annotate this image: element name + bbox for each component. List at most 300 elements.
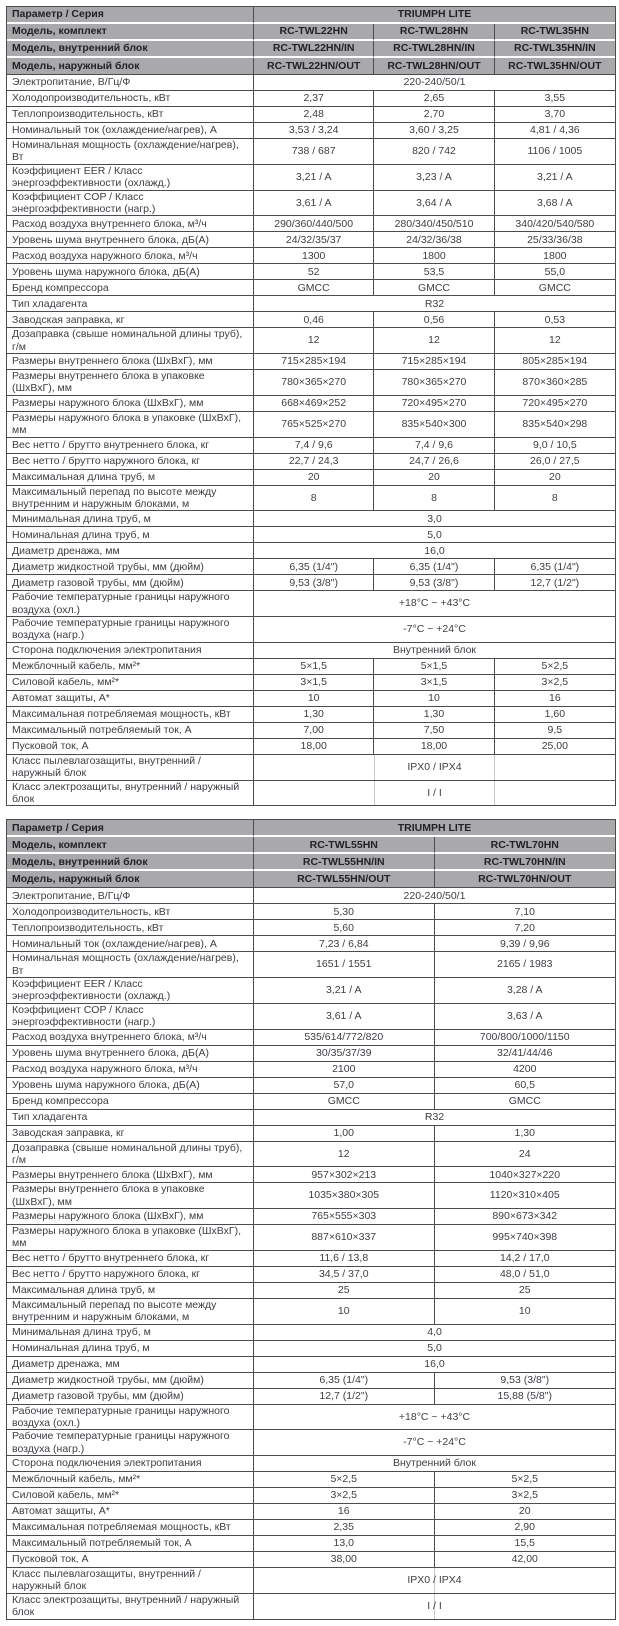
param-value: 48,0 / 51,0 xyxy=(435,1267,616,1283)
param-label: Расход воздуха внутреннего блока, м³/ч xyxy=(7,1030,254,1046)
param-value: 38,00 xyxy=(254,1552,435,1568)
spec-row xyxy=(7,1078,615,1094)
param-value: 12 xyxy=(495,328,615,354)
param-label: Вес нетто / брутто внутреннего блока, кг xyxy=(7,438,254,454)
param-value: 765×525×270 xyxy=(254,412,374,438)
spec-row xyxy=(7,575,615,591)
param-value: 13,0 xyxy=(254,1536,435,1552)
param-label: Класс электрозащиты, внутренний / наружный блок xyxy=(7,781,254,806)
param-value: 3×2,5 xyxy=(254,1488,435,1504)
param-value: Внутренний блок xyxy=(254,1456,615,1472)
param-value: 6,35 (1/4") xyxy=(254,1373,435,1389)
header-row-label: Модель, внутренний блок xyxy=(7,854,254,871)
param-value: 4,81 / 4,36 xyxy=(495,123,615,139)
param-value: 2,48 xyxy=(254,107,374,123)
param-value: 30/35/37/39 xyxy=(254,1046,435,1062)
param-value: 1300 xyxy=(254,248,374,264)
param-value: 8 xyxy=(374,486,494,512)
param-label: Номинальный ток (охлаждение/нагрев), А xyxy=(7,936,254,952)
model-name: RC-TWL70HN/IN xyxy=(435,854,616,871)
param-label: Размеры внутреннего блока в упаковке (ШхВхГ), мм xyxy=(7,370,254,396)
param-label: Бренд компрессора xyxy=(7,1094,254,1110)
spec-row xyxy=(7,1225,615,1251)
param-label: Рабочие температурные границы наружного воздуха (нагр.) xyxy=(7,1430,254,1456)
param-value: 7,20 xyxy=(435,920,616,936)
param-label: Холодопроизводительность, кВт xyxy=(7,904,254,920)
spec-row xyxy=(7,191,615,217)
param-value: 2165 / 1983 xyxy=(435,952,616,978)
spec-row xyxy=(7,216,615,232)
param-value: 3×2,5 xyxy=(435,1488,616,1504)
param-label: Класс электрозащиты, внутренний / наружный блок xyxy=(7,1594,254,1619)
param-value: 15,88 (5/8") xyxy=(435,1389,616,1405)
param-value: 6,35 (1/4") xyxy=(374,559,494,575)
param-label: Максимальная длина труб, м xyxy=(7,1283,254,1299)
param-value: 6,35 (1/4") xyxy=(254,559,374,575)
param-label: Номинальная длина труб, м xyxy=(7,1341,254,1357)
param-label: Электропитание, В/Гц/Ф xyxy=(7,75,254,91)
param-label: Размеры наружного блока (ШхВхГ), мм xyxy=(7,396,254,412)
param-value: 5×2,5 xyxy=(435,1472,616,1488)
spec-row xyxy=(7,1046,615,1062)
param-label: Рабочие температурные границы наружного воздуха (нагр.) xyxy=(7,617,254,643)
param-value: 7,4 / 9,6 xyxy=(374,438,494,454)
spec-row xyxy=(7,1142,615,1168)
param-value: 220-240/50/1 xyxy=(254,75,615,91)
param-value: 12,7 (1/2") xyxy=(254,1389,435,1405)
spec-row xyxy=(7,1094,615,1110)
param-label: Минимальная длина труб, м xyxy=(7,511,254,527)
param-value: 10 xyxy=(374,691,494,707)
spec-table-twl22-28-35 xyxy=(6,6,616,806)
param-label: Уровень шума внутреннего блока, дБ(А) xyxy=(7,232,254,248)
param-label: Диаметр жидкостной трубы, мм (дюйм) xyxy=(7,559,254,575)
param-value: 24/32/35/37 xyxy=(254,232,374,248)
spec-row xyxy=(7,1594,615,1619)
spec-tables-container xyxy=(6,6,614,1620)
param-label: Тип хладагента xyxy=(7,296,254,312)
spec-row xyxy=(7,1167,615,1183)
spec-row xyxy=(7,412,615,438)
param-label: Бренд компрессора xyxy=(7,280,254,296)
model-name: RC-TWL22HN/OUT xyxy=(254,58,374,75)
param-value: 20 xyxy=(254,470,374,486)
param-label: Диаметр дренажа, мм xyxy=(7,543,254,559)
param-value: 9,53 (3/8") xyxy=(374,575,494,591)
param-value: 5×2,5 xyxy=(495,659,615,675)
param-value: 835×540×298 xyxy=(495,412,615,438)
spec-row xyxy=(7,139,615,165)
spec-row xyxy=(7,1030,615,1046)
param-value: 3,55 xyxy=(495,91,615,107)
param-value: 3,61 / A xyxy=(254,1004,435,1030)
param-label: Максимальная потребляемая мощность, кВт xyxy=(7,707,254,723)
spec-row xyxy=(7,312,615,328)
param-value: 4,0 xyxy=(254,1325,615,1341)
spec-row xyxy=(7,591,615,617)
param-value: 1800 xyxy=(374,248,494,264)
param-label: Уровень шума внутреннего блока, дБ(А) xyxy=(7,1046,254,1062)
param-label: Размеры внутреннего блока (ШхВхГ), мм xyxy=(7,354,254,370)
param-value: 668×469×252 xyxy=(254,396,374,412)
spec-row xyxy=(7,1283,615,1299)
param-label: Размеры наружного блока (ШхВхГ), мм xyxy=(7,1209,254,1225)
spec-row xyxy=(7,396,615,412)
param-value: 10 xyxy=(435,1299,616,1325)
spec-row xyxy=(7,1357,615,1373)
param-label: Теплопроизводительность, кВт xyxy=(7,920,254,936)
param-label: Дозаправка (свыше номинальной длины труб), г/м xyxy=(7,1142,254,1168)
param-value: 3,21 / A xyxy=(495,165,615,191)
param-value: 24,7 / 26,6 xyxy=(374,454,494,470)
param-label: Коэффициент COP / Класс энергоэффективности (нагр.) xyxy=(7,191,254,217)
param-value: 1106 / 1005 xyxy=(495,139,615,165)
model-name: RC-TWL55HN/IN xyxy=(254,854,435,871)
param-value: 280/340/450/510 xyxy=(374,216,494,232)
spec-row xyxy=(7,1267,615,1283)
param-value: 16,0 xyxy=(254,1357,615,1373)
param-value: 12 xyxy=(254,1142,435,1168)
param-value: 22,7 / 24,3 xyxy=(254,454,374,470)
spec-row xyxy=(7,1389,615,1405)
param-value: 53,5 xyxy=(374,264,494,280)
param-value: IPX0 / IPX4 xyxy=(254,755,615,781)
header-row-label: Модель, наружный блок xyxy=(7,58,254,75)
spec-row xyxy=(7,1062,615,1078)
param-label: Холодопроизводительность, кВт xyxy=(7,91,254,107)
spec-row xyxy=(7,354,615,370)
param-value: 220-240/50/1 xyxy=(254,888,615,904)
param-value: 7,10 xyxy=(435,904,616,920)
param-value: 870×360×285 xyxy=(495,370,615,396)
param-value: 890×673×342 xyxy=(435,1209,616,1225)
param-value: R32 xyxy=(254,1110,615,1126)
spec-row xyxy=(7,739,615,755)
series-title: TRIUMPH LITE xyxy=(254,7,615,24)
param-label: Размеры наружного блока в упаковке (ШхВхГ), мм xyxy=(7,1225,254,1251)
param-label: Расход воздуха наружного блока, м³/ч xyxy=(7,248,254,264)
param-value: 25 xyxy=(254,1283,435,1299)
param-value: 7,4 / 9,6 xyxy=(254,438,374,454)
param-label: Силовой кабель, мм²* xyxy=(7,675,254,691)
param-value: 1,30 xyxy=(254,707,374,723)
series-title: TRIUMPH LITE xyxy=(254,820,615,837)
param-label: Вес нетто / брутто наружного блока, кг xyxy=(7,1267,254,1283)
model-name: RC-TWL28HN xyxy=(374,24,494,41)
model-name: RC-TWL35HN/OUT xyxy=(495,58,615,75)
param-value: 6,35 (1/4") xyxy=(495,559,615,575)
param-value: 57,0 xyxy=(254,1078,435,1094)
param-label: Тип хладагента xyxy=(7,1110,254,1126)
spec-row xyxy=(7,91,615,107)
param-label: Номинальная длина труб, м xyxy=(7,527,254,543)
header-row-label: Параметр / Серия xyxy=(7,820,254,837)
param-value: 535/614/772/820 xyxy=(254,1030,435,1046)
param-label: Сторона подключения электропитания xyxy=(7,1456,254,1472)
param-value: 3,63 / A xyxy=(435,1004,616,1030)
param-value: 820 / 742 xyxy=(374,139,494,165)
param-value: 18,00 xyxy=(254,739,374,755)
param-value: 290/360/440/500 xyxy=(254,216,374,232)
spec-row xyxy=(7,543,615,559)
param-value: 3,68 / A xyxy=(495,191,615,217)
header-row xyxy=(7,871,615,888)
param-label: Номинальная мощность (охлаждение/нагрев), Вт xyxy=(7,139,254,165)
param-value: 11,6 / 13,8 xyxy=(254,1251,435,1267)
spec-row xyxy=(7,904,615,920)
param-label: Теплопроизводительность, кВт xyxy=(7,107,254,123)
param-value: 7,50 xyxy=(374,723,494,739)
param-value: 720×495×270 xyxy=(495,396,615,412)
param-value: 55,0 xyxy=(495,264,615,280)
param-value: 7,00 xyxy=(254,723,374,739)
param-value: 2,70 xyxy=(374,107,494,123)
param-label: Автомат защиты, А* xyxy=(7,1504,254,1520)
param-value: 20 xyxy=(495,470,615,486)
param-label: Размеры наружного блока в упаковке (ШхВхГ), мм xyxy=(7,412,254,438)
spec-row xyxy=(7,107,615,123)
param-value: 340/420/540/580 xyxy=(495,216,615,232)
param-value: 5,0 xyxy=(254,527,615,543)
param-value: 25 xyxy=(435,1283,616,1299)
spec-row xyxy=(7,559,615,575)
param-value: 3,0 xyxy=(254,511,615,527)
param-value: 0,56 xyxy=(374,312,494,328)
param-label: Вес нетто / брутто наружного блока, кг xyxy=(7,454,254,470)
param-label: Диаметр дренажа, мм xyxy=(7,1357,254,1373)
param-value: 25/33/36/38 xyxy=(495,232,615,248)
param-label: Максимальный потребляемый ток, А xyxy=(7,723,254,739)
param-label: Электропитание, В/Гц/Ф xyxy=(7,888,254,904)
param-value: 24/32/36/38 xyxy=(374,232,494,248)
param-label: Максимальный перепад по высоте между внутренним и наружным блоками, м xyxy=(7,486,254,512)
spec-row xyxy=(7,707,615,723)
param-value: 1,00 xyxy=(254,1126,435,1142)
model-name: RC-TWL22HN/IN xyxy=(254,41,374,58)
spec-row xyxy=(7,952,615,978)
param-value: 25,00 xyxy=(495,739,615,755)
spec-row xyxy=(7,1405,615,1431)
spec-row xyxy=(7,1209,615,1225)
param-label: Коэффициент EER / Класс энергоэффективности (охлажд.) xyxy=(7,978,254,1004)
param-value: I / I xyxy=(254,1594,615,1619)
model-name: RC-TWL35HN xyxy=(495,24,615,41)
spec-row xyxy=(7,1325,615,1341)
header-row xyxy=(7,58,615,75)
spec-row xyxy=(7,723,615,739)
param-value: 9,39 / 9,96 xyxy=(435,936,616,952)
spec-row xyxy=(7,1552,615,1568)
param-label: Рабочие температурные границы наружного воздуха (охл.) xyxy=(7,1405,254,1431)
param-value: 5,60 xyxy=(254,920,435,936)
param-value: 9,0 / 10,5 xyxy=(495,438,615,454)
spec-row xyxy=(7,1373,615,1389)
param-value: 780×365×270 xyxy=(254,370,374,396)
param-label: Автомат защиты, А* xyxy=(7,691,254,707)
param-label: Заводская заправка, кг xyxy=(7,1126,254,1142)
param-value: 18,00 xyxy=(374,739,494,755)
spec-row xyxy=(7,1430,615,1456)
param-label: Диаметр жидкостной трубы, мм (дюйм) xyxy=(7,1373,254,1389)
spec-row xyxy=(7,1536,615,1552)
param-value: 5×2,5 xyxy=(254,1472,435,1488)
param-value: GMCC xyxy=(254,280,374,296)
spec-row xyxy=(7,755,615,781)
header-row-label: Модель, комплект xyxy=(7,24,254,41)
spec-row xyxy=(7,296,615,312)
spec-row xyxy=(7,659,615,675)
spec-row xyxy=(7,1488,615,1504)
header-row-label: Модель, наружный блок xyxy=(7,871,254,888)
param-value: 3×1,5 xyxy=(374,675,494,691)
model-name: RC-TWL28HN/OUT xyxy=(374,58,494,75)
spec-row xyxy=(7,1504,615,1520)
param-value: 5×1,5 xyxy=(374,659,494,675)
spec-row xyxy=(7,454,615,470)
param-value: -7°C ~ +24°C xyxy=(254,1430,615,1456)
param-value: 1035×380×305 xyxy=(254,1183,435,1209)
param-value: 887×610×337 xyxy=(254,1225,435,1251)
spec-row xyxy=(7,978,615,1004)
param-value: 10 xyxy=(254,691,374,707)
param-label: Межблочный кабель, мм²* xyxy=(7,1472,254,1488)
param-label: Дозаправка (свыше номинальной длины труб), г/м xyxy=(7,328,254,354)
header-row-label: Параметр / Серия xyxy=(7,7,254,24)
param-label: Уровень шума наружного блока, дБ(А) xyxy=(7,264,254,280)
param-label: Номинальный ток (охлаждение/нагрев), А xyxy=(7,123,254,139)
param-value: 3,53 / 3,24 xyxy=(254,123,374,139)
param-label: Расход воздуха наружного блока, м³/ч xyxy=(7,1062,254,1078)
param-label: Максимальный потребляемый ток, А xyxy=(7,1536,254,1552)
param-value: 957×302×213 xyxy=(254,1167,435,1183)
header-row xyxy=(7,854,615,871)
param-value: 32/41/44/46 xyxy=(435,1046,616,1062)
spec-row xyxy=(7,511,615,527)
param-value: 1040×327×220 xyxy=(435,1167,616,1183)
spec-row xyxy=(7,248,615,264)
param-value: 7,23 / 6,84 xyxy=(254,936,435,952)
param-value: 15,5 xyxy=(435,1536,616,1552)
spec-row xyxy=(7,165,615,191)
header-row-label: Модель, комплект xyxy=(7,837,254,854)
spec-row xyxy=(7,486,615,512)
param-label: Пусковой ток, А xyxy=(7,739,254,755)
param-value: 1651 / 1551 xyxy=(254,952,435,978)
param-value: IPX0 / IPX4 xyxy=(254,1568,615,1594)
model-name: RC-TWL22HN xyxy=(254,24,374,41)
param-label: Рабочие температурные границы наружного воздуха (охл.) xyxy=(7,591,254,617)
param-value: 1,60 xyxy=(495,707,615,723)
spec-row xyxy=(7,232,615,248)
param-label: Класс пылевлагозащиты, внутренний / наружный блок xyxy=(7,1568,254,1594)
param-value: 0,46 xyxy=(254,312,374,328)
param-value: 8 xyxy=(495,486,615,512)
param-value: 3×2,5 xyxy=(495,675,615,691)
param-value: +18°C ~ +43°C xyxy=(254,1405,615,1431)
param-value: 1120×310×405 xyxy=(435,1183,616,1209)
spec-row xyxy=(7,470,615,486)
param-label: Заводская заправка, кг xyxy=(7,312,254,328)
param-value: 3,64 / A xyxy=(374,191,494,217)
param-value: 2,37 xyxy=(254,91,374,107)
param-label: Сторона подключения электропитания xyxy=(7,643,254,659)
spec-row xyxy=(7,1456,615,1472)
param-value: 52 xyxy=(254,264,374,280)
spec-table-twl55-70 xyxy=(6,819,616,1619)
param-value: 2100 xyxy=(254,1062,435,1078)
spec-row xyxy=(7,328,615,354)
param-value: 9,53 (3/8") xyxy=(435,1373,616,1389)
param-value: 16,0 xyxy=(254,543,615,559)
spec-row xyxy=(7,691,615,707)
param-value: 9,5 xyxy=(495,723,615,739)
spec-row xyxy=(7,888,615,904)
param-value: 12 xyxy=(254,328,374,354)
header-row xyxy=(7,7,615,24)
param-value: -7°C ~ +24°C xyxy=(254,617,615,643)
header-row xyxy=(7,820,615,837)
param-value: 0,53 xyxy=(495,312,615,328)
header-row-label: Модель, внутренний блок xyxy=(7,41,254,58)
model-name: RC-TWL28HN/IN xyxy=(374,41,494,58)
param-value: GMCC xyxy=(254,1094,435,1110)
param-value: GMCC xyxy=(495,280,615,296)
spec-row xyxy=(7,936,615,952)
param-value: 12,7 (1/2") xyxy=(495,575,615,591)
param-value: 738 / 687 xyxy=(254,139,374,165)
spec-row xyxy=(7,675,615,691)
param-label: Вес нетто / брутто внутреннего блока, кг xyxy=(7,1251,254,1267)
param-value: +18°C ~ +43°C xyxy=(254,591,615,617)
model-name: RC-TWL55HN/OUT xyxy=(254,871,435,888)
param-value: GMCC xyxy=(374,280,494,296)
param-value: 60,5 xyxy=(435,1078,616,1094)
param-value: 8 xyxy=(254,486,374,512)
param-value: 780×365×270 xyxy=(374,370,494,396)
param-value: 24 xyxy=(435,1142,616,1168)
param-value: 765×555×303 xyxy=(254,1209,435,1225)
param-value: 995×740×398 xyxy=(435,1225,616,1251)
param-value: 3,21 / A xyxy=(254,165,374,191)
param-label: Минимальная длина труб, м xyxy=(7,1325,254,1341)
param-label: Размеры внутреннего блока (ШхВхГ), мм xyxy=(7,1167,254,1183)
param-value: 3×1,5 xyxy=(254,675,374,691)
model-name: RC-TWL55HN xyxy=(254,837,435,854)
param-value: GMCC xyxy=(435,1094,616,1110)
param-label: Максимальная длина труб, м xyxy=(7,470,254,486)
param-value: 2,35 xyxy=(254,1520,435,1536)
header-row xyxy=(7,24,615,41)
spec-row xyxy=(7,1183,615,1209)
param-value: 3,23 / A xyxy=(374,165,494,191)
spec-row xyxy=(7,1299,615,1325)
param-value: R32 xyxy=(254,296,615,312)
spec-row xyxy=(7,1126,615,1142)
param-value: 3,28 / A xyxy=(435,978,616,1004)
param-value: 3,21 / A xyxy=(254,978,435,1004)
param-label: Коэффициент COP / Класс энергоэффективности (нагр.) xyxy=(7,1004,254,1030)
param-value: 5×1,5 xyxy=(254,659,374,675)
param-value: 2,90 xyxy=(435,1520,616,1536)
param-value: 34,5 / 37,0 xyxy=(254,1267,435,1283)
param-label: Силовой кабель, мм²* xyxy=(7,1488,254,1504)
param-value: 5,30 xyxy=(254,904,435,920)
param-value: Внутренний блок xyxy=(254,643,615,659)
spec-row xyxy=(7,280,615,296)
param-label: Коэффициент EER / Класс энергоэффективности (охлажд.) xyxy=(7,165,254,191)
spec-row xyxy=(7,617,615,643)
spec-row xyxy=(7,1251,615,1267)
